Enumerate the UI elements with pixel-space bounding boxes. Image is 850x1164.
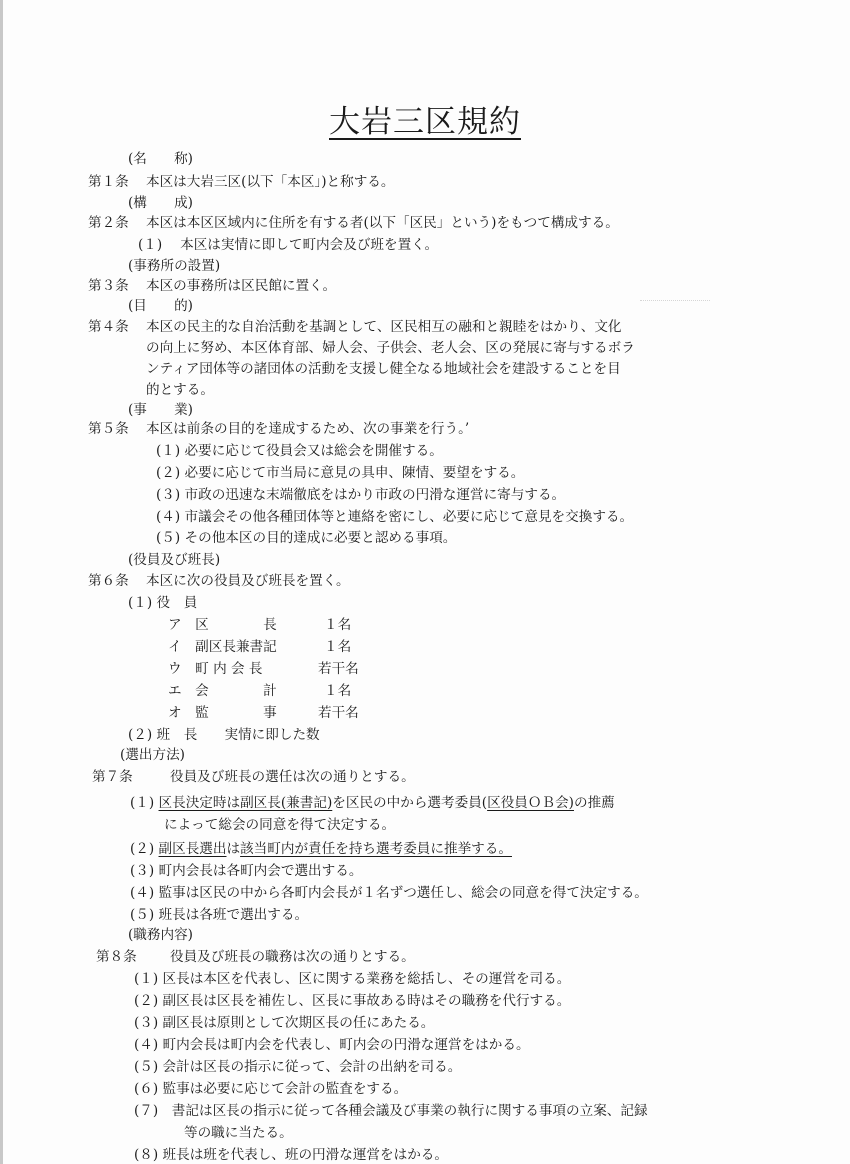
officer-count-o: 若干名 <box>318 705 359 721</box>
underlined-phrase: 区長決定時は副区長(兼書記) <box>158 795 333 811</box>
scan-smudge <box>640 300 710 307</box>
officer-role-u: ウ 町 内 会 長 <box>168 661 263 677</box>
article-4-number: 第４条 <box>88 319 129 335</box>
document-title: 大岩三区規約 <box>329 104 521 140</box>
article-4-line-4: 的とする。 <box>146 382 214 398</box>
underlined-phrase: 該当町内が責任を持ち選考委員に推挙する。 <box>240 841 512 857</box>
heading-duties: (職務内容) <box>128 927 193 943</box>
officer-role-e: エ 会 計 <box>168 683 277 699</box>
article-8-item-1: (１) 区長は本区を代表し、区に関する業務を総括し、その運営を司る。 <box>134 971 571 987</box>
item-marker: (１) <box>130 795 155 811</box>
article-2-number: 第２条 <box>88 215 129 231</box>
article-8-item-7-line-2: 等の職に当たる。 <box>184 1125 293 1141</box>
article-4-line-2: の向上に努め、本区体育部、婦人会、子供会、老人会、区の発展に寄与するボラ <box>146 340 635 356</box>
officer-role-a: ア 区 長 <box>168 617 277 633</box>
article-7-item-5: (５) 班長は各班で選出する。 <box>130 907 309 923</box>
article-7-text: 役員及び班長の選任は次の通りとする。 <box>170 769 415 785</box>
article-5-item-1: (１) 必要に応じて役員会又は総会を開催する。 <box>156 443 443 459</box>
phrase: の推薦 <box>573 795 615 811</box>
page-edge <box>0 0 3 1164</box>
heading-name: (名 称) <box>128 151 193 167</box>
article-5-item-5: (５) その他本区の目的達成に必要と認める事項。 <box>156 530 457 546</box>
article-7-item-1 <box>130 794 615 812</box>
article-6-item-1: (１) 役 員 <box>128 595 198 611</box>
article-7-item-3: (３) 町内会長は各町内会で選出する。 <box>130 863 363 879</box>
article-8-item-4: (４) 町内会長は町内会を代表し、町内会の円滑な運営をはかる。 <box>134 1037 530 1053</box>
article-5-item-3: (３) 市政の迅速な末端徹底をはかり市政の円滑な運営に寄与する。 <box>156 487 566 503</box>
article-1-text: 本区は大岩三区(以下「本区」)と称する。 <box>146 174 395 190</box>
article-7-item-2 <box>130 840 512 858</box>
heading-structure: (構 成) <box>128 195 193 211</box>
officer-role-i: イ 副区長兼書記 <box>168 639 277 655</box>
heading-business: (事 業) <box>128 402 193 418</box>
article-5-item-2: (２) 必要に応じて市当局に意見の具申、陳情、要望をする。 <box>156 465 525 481</box>
article-8-item-8: (８) 班長は班を代表し、班の円滑な運営をはかる。 <box>134 1147 448 1163</box>
article-5-item-4: (４) 市議会その他各種団体等と連絡を密にし、必要に応じて意見を交換する。 <box>156 509 634 525</box>
article-8-item-3: (３) 副区長は原則として次期区長の任にあたる。 <box>134 1015 435 1031</box>
underlined-phrase: 区役員ＯＢ会) <box>487 795 574 811</box>
article-8-item-7: (７) 書記は区長の指示に従って各種会議及び事業の執行に関する事項の立案、記録 <box>134 1103 648 1119</box>
officer-count-a: １名 <box>324 617 352 633</box>
article-2-item-1: (１) 本区は実情に即して町内会及び班を置く。 <box>138 237 439 253</box>
heading-purpose: (目 的) <box>128 298 193 314</box>
officer-role-o: オ 監 事 <box>168 705 277 721</box>
article-7-item-1-line-2: によって総会の同意を得て決定する。 <box>164 817 396 833</box>
article-8-item-6: (６) 監事は必要に応じて会計の監査をする。 <box>134 1081 408 1097</box>
officer-count-i: １名 <box>324 639 352 655</box>
article-5-number: 第５条 <box>88 421 129 437</box>
article-4-line-1: 本区の民主的な自治活動を基調として、区民相互の融和と親睦をはかり、文化 <box>146 319 622 335</box>
item-marker: (２) <box>130 841 155 857</box>
heading-election: (選出方法) <box>120 747 185 763</box>
phrase: は <box>226 841 241 857</box>
article-8-item-2: (２) 副区長は区長を補佐し、区長に事故ある時はその職務を代行する。 <box>134 993 571 1009</box>
heading-office: (事務所の設置) <box>128 258 221 274</box>
officer-count-u: 若干名 <box>318 661 359 677</box>
article-8-item-5: (５) 会計は区長の指示に従って、会計の出納を司る。 <box>134 1059 462 1075</box>
article-5-text: 本区は前条の目的を達成するため、次の事業を行う。’ <box>146 421 470 437</box>
article-3-number: 第３条 <box>88 278 129 294</box>
underlined-phrase: 副区長選出 <box>158 841 227 857</box>
article-7-number: 第７条 <box>92 769 133 785</box>
article-7-item-4: (４) 監事は区民の中から各町内会長が１名ずつ選任し、総会の同意を得て決定する。 <box>130 885 648 901</box>
article-4-line-3: ンティア団体等の諸団体の活動を支援し健全なる地域社会を建設することを目 <box>146 361 621 377</box>
article-6-item-2: (２) 班 長 実情に即した数 <box>128 727 320 743</box>
article-8-number: 第８条 <box>96 949 137 965</box>
heading-officers: (役員及び班長) <box>128 552 221 568</box>
article-6-text: 本区に次の役員及び班長を置く。 <box>146 573 350 589</box>
article-6-number: 第６条 <box>88 573 129 589</box>
article-3-text: 本区の事務所は区民館に置く。 <box>146 278 337 294</box>
article-1-number: 第１条 <box>88 174 129 190</box>
article-2-text: 本区は本区区域内に住所を有する者(以下「区民」という)をもつて構成する。 <box>146 215 619 231</box>
officer-count-e: １名 <box>324 683 352 699</box>
phrase: を区民の中から選考委員( <box>332 795 488 811</box>
article-8-text: 役員及び班長の職務は次の通りとする。 <box>170 949 415 965</box>
